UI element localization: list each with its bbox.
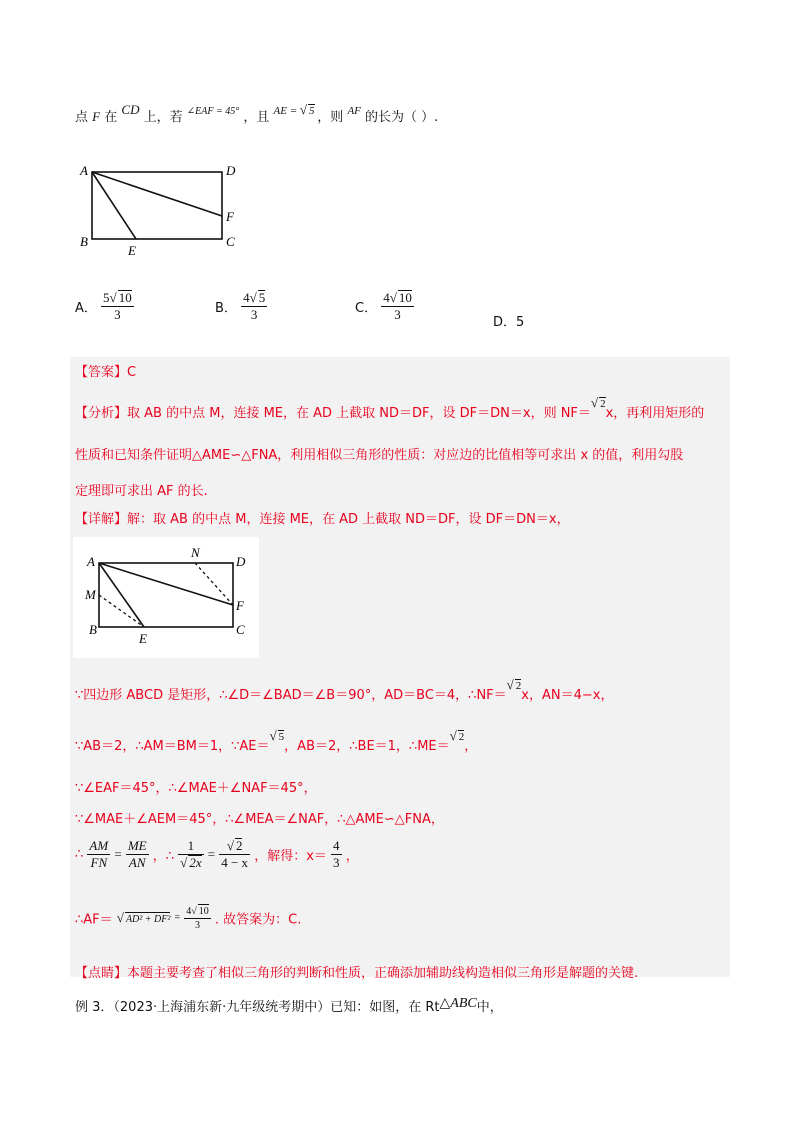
segment-ae	[92, 172, 136, 239]
analysis-line-1: 【分析】取 AB 的中点 M，连接 ME，在 AD 上截取 ND＝DF，设 DF＝DN＝x，则 NF＝$^{√ 2}$x，再利用矩形的	[75, 395, 705, 421]
step-line-2: ∵AB＝2，∴AM＝BM＝1，∵AE＝$^{√ 5}$，AB＝2，∴BE＝1，∴ME＝$^{√ 2}$，	[75, 728, 478, 754]
fig2-label-c: C	[236, 622, 245, 637]
example-3-line: 例 3．（2023·上海浦东新·九年级统考期中）已知：如图，在 Rt△ABC中，	[75, 996, 503, 1015]
question-line: 点 F 在 CD 上，若 $^{\angle EAF = 45^\circ}$ ，且 $^{AE = √ 5}$ ，则 $^{AF}$ 的长为（ ）.	[75, 102, 439, 125]
comment-line: 【点睛】本题主要考查了相似三角形的判断和性质，正确添加辅助线构造相似三角形是解题的关键.	[75, 966, 639, 981]
answer-line: 【答案】C	[75, 365, 137, 380]
step-line-3: ∵∠EAF＝45°，∴∠MAE＋∠NAF＝45°，	[75, 781, 317, 796]
detail-line-1: 【详解】解：取 AB 的中点 M，连接 ME，在 AD 上截取 ND＝DF，设 DF＝DN＝x，	[75, 512, 570, 527]
step-line-6: ∴AF＝ √ AD² + DF² = $\frac{4√ 10}{3}$ . 故答案为：C.	[75, 906, 302, 931]
step-line-5: ∴ $\frac{AM}{FN}$ = $\frac{ME}{AN}$ ，∴ $\frac{1}{√ 2x}$ = $\frac{√ 2}{4 - x}$ ，解得：x＝ $\frac{4}{3}$ ，	[75, 838, 359, 870]
fig2-label-e: E	[139, 631, 147, 646]
fig2-label-f: F	[236, 598, 244, 613]
option-d[interactable]: D．5	[493, 315, 525, 330]
step-line-1: ∵四边形 ABCD 是矩形，∴∠D＝∠BAD＝∠B＝90°，AD＝BC＝4，∴NF＝$^{√ 2}$x，AN＝4−x，	[75, 677, 614, 703]
fig1-label-e: E	[128, 243, 136, 258]
fig1-label-a: A	[80, 163, 88, 178]
figure-rectangle-2	[73, 537, 259, 658]
analysis-line-2: 性质和已知条件证明△AME∽△FNA，利用相似三角形的性质：对应边的比值相等可求出 x 的值，利用勾股	[75, 448, 684, 463]
fig1-label-d: D	[226, 163, 236, 178]
fig1-label-f: F	[226, 209, 234, 224]
fig2-label-n: N	[191, 545, 200, 560]
fig2-label-a: A	[87, 554, 95, 569]
rectangle-abcd	[92, 172, 222, 239]
fig1-label-b: B	[80, 234, 88, 249]
option-c[interactable]: C． $\frac{4√ 10}{3}$	[355, 290, 412, 322]
ae-expression: AE = √ 5	[273, 102, 315, 117]
option-a[interactable]: A． $\frac{5√ 10}{3}$	[75, 290, 132, 322]
option-b[interactable]: B． $\frac{4√ 5}{3}$	[215, 290, 266, 322]
fig1-label-c: C	[226, 234, 235, 249]
segment-af	[92, 172, 222, 216]
analysis-line-3: 定理即可求出 AF 的长.	[75, 484, 208, 499]
fig2-label-d: D	[236, 554, 246, 569]
figure-rectangle-1	[78, 158, 258, 262]
fig2-label-b: B	[89, 622, 97, 637]
fig2-label-m: M	[85, 587, 96, 602]
step-line-4: ∵∠MAE＋∠AEM＝45°，∴∠MEA＝∠NAF，∴△AME∽△FNA，	[75, 812, 444, 827]
